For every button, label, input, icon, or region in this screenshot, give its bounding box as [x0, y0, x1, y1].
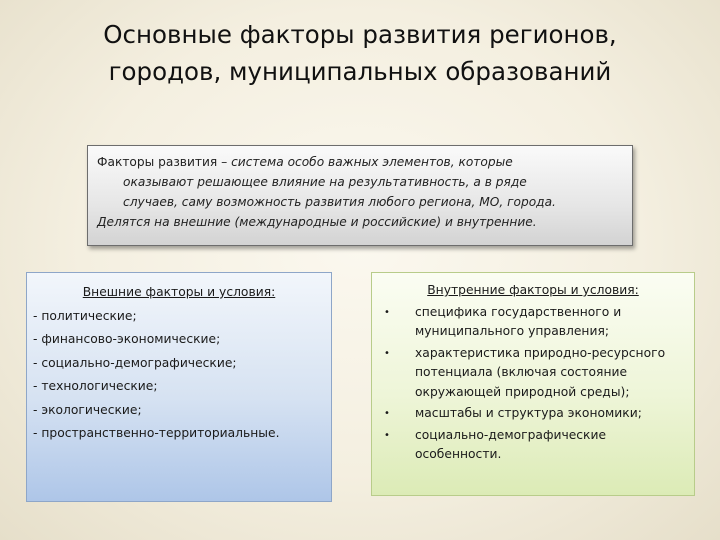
internal-factors-heading: Внутренние факторы и условия: — [427, 283, 639, 297]
slide-title — [40, 16, 680, 90]
bullet-icon: • — [384, 306, 390, 318]
bullet-icon: • — [384, 408, 390, 419]
definition-text — [97, 152, 624, 232]
external-factors-list — [33, 305, 325, 446]
list-item: - финансово-экономические; — [33, 332, 221, 346]
internal-factors-list — [382, 303, 684, 465]
internal-factors-box — [371, 272, 695, 496]
list-item: - технологические; — [33, 379, 158, 393]
external-factors-box — [26, 272, 332, 502]
external-factors-heading: Внешние факторы и условия: — [82, 285, 276, 299]
slide-title-line-1: Основные факторы развития регионов, — [103, 20, 617, 49]
definition-line-4: Делятся на внешние (международные и российские) и внутренние. — [97, 215, 537, 229]
definition-line-2: оказывают решающее влияние на результативность, а в ряде — [123, 175, 527, 189]
definition-term: Факторы развития — [97, 155, 218, 169]
list-item — [382, 344, 684, 403]
list-item-text: характеристика природно-ресурсного потенциала (включая состояние окружающей природной среды); — [415, 345, 666, 399]
list-item: - экологические; — [33, 402, 142, 417]
list-item: - социально-демографические; — [33, 355, 237, 370]
list-item: - политические; — [33, 308, 137, 323]
bullet-icon: • — [384, 429, 390, 441]
list-item: - пространственно-территориальные. — [33, 426, 280, 440]
list-item — [382, 426, 684, 465]
definition-line-1: – система особо важных элементов, которые — [217, 155, 513, 169]
list-item-text: специфика государственного и муниципального управления; — [415, 304, 622, 338]
slide-title-line-2: городов, муниципальных образований — [108, 57, 612, 86]
list-item-text: социально-демографические особенности. — [415, 427, 607, 461]
definition-line-3: случаев, саму возможность развития любого региона, МО, города. — [123, 195, 556, 209]
list-item — [382, 303, 684, 342]
bullet-icon: • — [384, 347, 390, 359]
list-item-text: масштабы и структура экономики; — [415, 406, 642, 420]
definition-box — [87, 145, 633, 246]
list-item — [382, 404, 684, 424]
